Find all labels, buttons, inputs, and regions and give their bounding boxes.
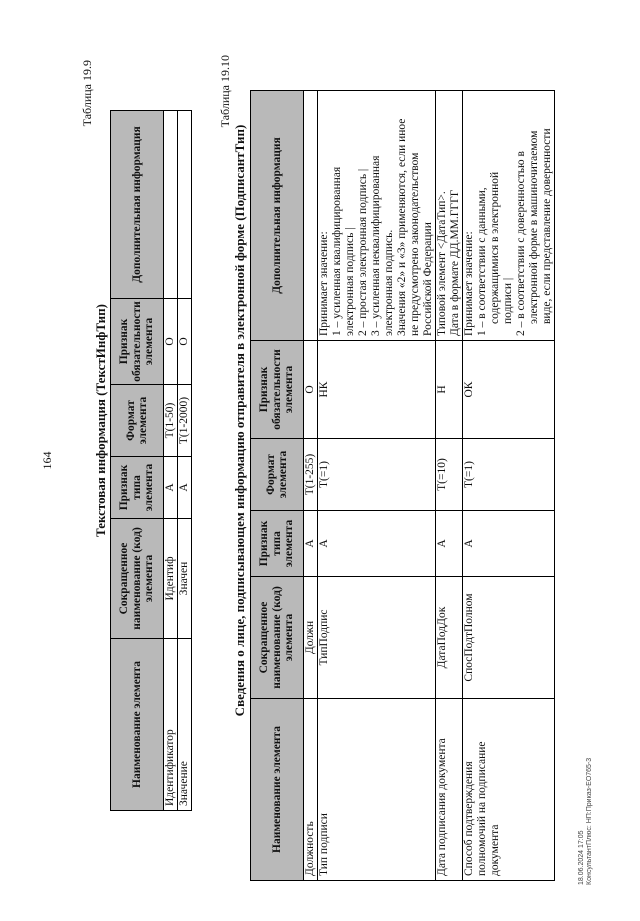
cell-type: А bbox=[318, 511, 436, 577]
info-line: Дата в формате ДД.ММ.ГГГГ bbox=[449, 189, 461, 336]
cell-format: T(1-50) bbox=[164, 385, 178, 457]
info-line: Принимает значение: bbox=[318, 231, 330, 336]
footer bbox=[578, 758, 594, 885]
table-19-9 bbox=[110, 110, 192, 811]
t1-header-code: Сокращенное наименование (код) элемента bbox=[111, 519, 164, 639]
cell-name: Идентификатор bbox=[164, 639, 178, 811]
table-19-9-label: Таблица 19.9 bbox=[80, 60, 94, 127]
footer-date: 18.06.2024 17:05 bbox=[578, 830, 585, 885]
cell-format: T(1-2000) bbox=[178, 385, 192, 457]
info-line: 2 – простая электронная подпись | bbox=[357, 168, 369, 336]
t1-header-info: Дополнительная информация bbox=[111, 111, 164, 299]
cell-code: ДатаПодДок bbox=[436, 577, 463, 699]
cell-format: T(=10) bbox=[436, 439, 463, 511]
cell-info bbox=[304, 91, 318, 341]
info-line: 2 – в соответствии с доверенностью в bbox=[515, 151, 527, 336]
cell-info bbox=[164, 111, 178, 299]
table-row bbox=[463, 91, 555, 881]
table-19-9-title: Текстовая информация (ТекстИнфТип) bbox=[93, 304, 108, 537]
t2-header-code: Сокращенное наименование (код) элемента bbox=[251, 577, 304, 699]
info-line: 1 – в соответствии с данными, bbox=[476, 187, 488, 336]
t2-header-name: Наименование элемента bbox=[251, 699, 304, 881]
cell-required: НК bbox=[318, 341, 436, 439]
t2-header-format: Формат элемента bbox=[251, 439, 304, 511]
table-row bbox=[164, 111, 178, 811]
table-row bbox=[318, 91, 436, 881]
info-line: виде, если представление доверенности bbox=[541, 128, 553, 324]
cell-info bbox=[436, 91, 463, 341]
page-number: 164 bbox=[40, 451, 54, 470]
table-row bbox=[304, 91, 318, 881]
cell-name: Значение bbox=[178, 639, 192, 811]
cell-name: Тип подписи bbox=[318, 699, 436, 881]
table-row bbox=[178, 111, 192, 811]
t1-header-required: Признак обязательности элемента bbox=[111, 299, 164, 385]
t2-header-type: Признак типа элемента bbox=[251, 511, 304, 577]
info-line: Типовой элемент <ДатаТип>. bbox=[436, 191, 448, 336]
cell-required: О bbox=[178, 299, 192, 385]
info-line: не предусмотрено законодательством bbox=[409, 152, 421, 336]
cell-format: T(=1) bbox=[318, 439, 436, 511]
cell-type: А bbox=[436, 511, 463, 577]
cell-type: А bbox=[463, 511, 555, 577]
t1-header-format: Формат элемента bbox=[111, 385, 164, 457]
cell-required: ОК bbox=[463, 341, 555, 439]
info-line: электронная подпись | bbox=[344, 227, 356, 336]
footer-source: КонсультантПлюс: НП:Приказ-ЕО765-3 bbox=[586, 757, 593, 885]
cell-required: Н bbox=[436, 341, 463, 439]
cell-type: А bbox=[304, 511, 318, 577]
cell-required: О bbox=[304, 341, 318, 439]
info-line: 1 – усиленная квалифицированная bbox=[331, 166, 343, 336]
table-row bbox=[436, 91, 463, 881]
info-line: электронная подпись. bbox=[383, 229, 395, 336]
cell-code: ТипПодпис bbox=[318, 577, 436, 699]
t1-header-name: Наименование элемента bbox=[111, 639, 164, 811]
info-line: Принимает значение: bbox=[463, 231, 475, 336]
cell-name: Должность bbox=[304, 699, 318, 881]
cell-info bbox=[463, 91, 555, 341]
t2-header-required: Признак обязательности элемента bbox=[251, 341, 304, 439]
table-19-10-label: Таблица 19.10 bbox=[218, 55, 232, 128]
cell-type: А bbox=[178, 457, 192, 519]
cell-info bbox=[318, 91, 436, 341]
cell-code: Значен bbox=[178, 519, 192, 639]
info-line: 3 – усиленная неквалифицированная bbox=[370, 155, 382, 336]
cell-code: Должн bbox=[304, 577, 318, 699]
cell-required: О bbox=[164, 299, 178, 385]
info-line: подписи | bbox=[502, 277, 514, 324]
cell-info bbox=[178, 111, 192, 299]
info-line: Российской Федерации bbox=[422, 222, 434, 336]
cell-code: Идентиф bbox=[164, 519, 178, 639]
table-19-10 bbox=[250, 90, 555, 881]
cell-code: СпосПодтПолном bbox=[463, 577, 555, 699]
t1-header-type: Признак типа элемента bbox=[111, 457, 164, 519]
info-line: содержащимися в электронной bbox=[489, 171, 501, 324]
cell-type: А bbox=[164, 457, 178, 519]
cell-name: Дата подписания документа bbox=[436, 699, 463, 881]
cell-format: T(1-255) bbox=[304, 439, 318, 511]
cell-name: Способ подтверждения полномочий на подписание документа bbox=[463, 699, 555, 881]
t2-header-info: Дополнительная информация bbox=[251, 91, 304, 341]
cell-format: T(=1) bbox=[463, 439, 555, 511]
table-19-10-title: Сведения о лице, подписывающем информацию отправителя в электронной форме (ПодписантТип) bbox=[232, 124, 247, 717]
info-line: Значения «2» и «3» применяются, если иное bbox=[396, 118, 408, 336]
info-line: электронной форме в машиночитаемом bbox=[528, 130, 540, 324]
